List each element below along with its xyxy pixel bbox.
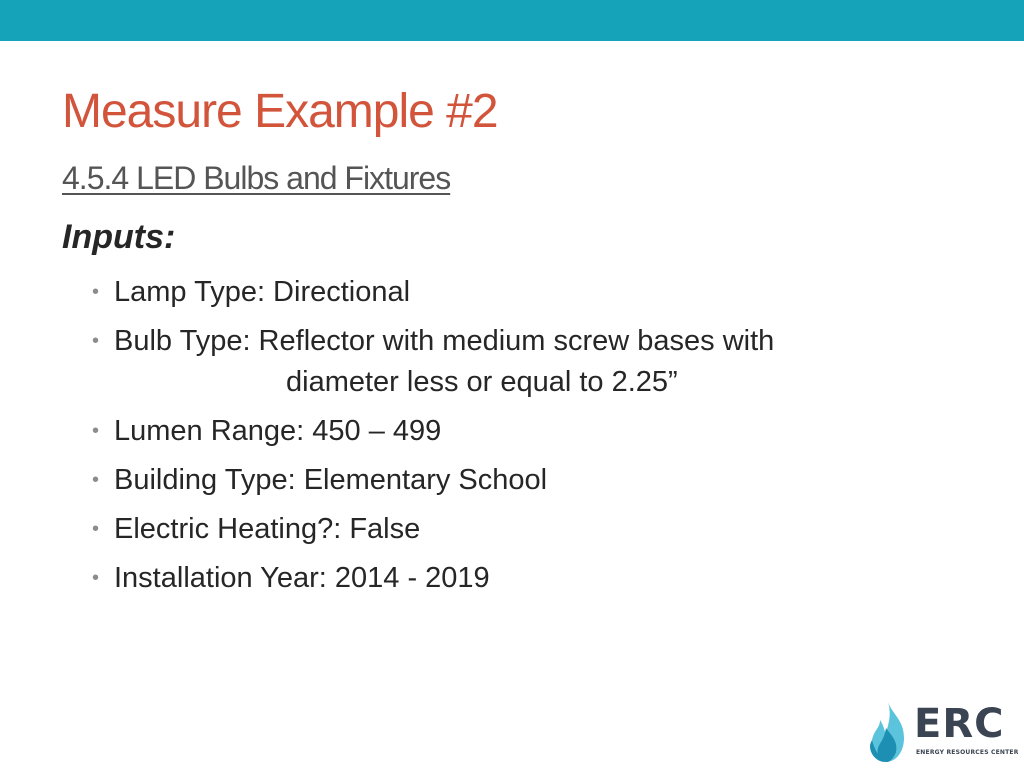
list-item-text: Electric Heating?: False [114, 513, 421, 545]
list-item-text: Lamp Type: Directional [114, 276, 411, 308]
list-item [90, 558, 910, 599]
erc-logo [866, 700, 1019, 764]
list-item [90, 460, 910, 501]
logo-tagline: ENERGY RESOURCES CENTER [916, 749, 1019, 756]
list-item [90, 509, 910, 550]
list-item-text: Installation Year: 2014 - 2019 [114, 562, 490, 594]
bullet-dot-icon: • [92, 420, 100, 442]
slide-title: Measure Example #2 [62, 85, 498, 138]
inputs-heading: Inputs: [62, 218, 176, 256]
bullet-dot-icon: • [92, 567, 100, 589]
list-item [90, 321, 910, 403]
list-item [90, 411, 910, 452]
bullet-dot-icon: • [92, 518, 100, 540]
bullet-dot-icon: • [92, 281, 100, 303]
list-item [90, 272, 910, 313]
list-item-text: Bulb Type: Reflector with medium screw bases with [114, 325, 775, 357]
inputs-list [90, 272, 910, 607]
list-item-text: Building Type: Elementary School [114, 464, 548, 496]
bullet-dot-icon: • [92, 469, 100, 491]
list-item-text: Lumen Range: 450 – 499 [114, 415, 442, 447]
list-item-continuation: diameter less or equal to 2.25” [286, 366, 678, 398]
top-accent-bar [0, 0, 1024, 41]
slide-subtitle: 4.5.4 LED Bulbs and Fixtures [62, 160, 451, 196]
logo-name: ERC [914, 701, 1005, 747]
flame-icon [866, 700, 910, 764]
bullet-dot-icon: • [92, 330, 100, 352]
